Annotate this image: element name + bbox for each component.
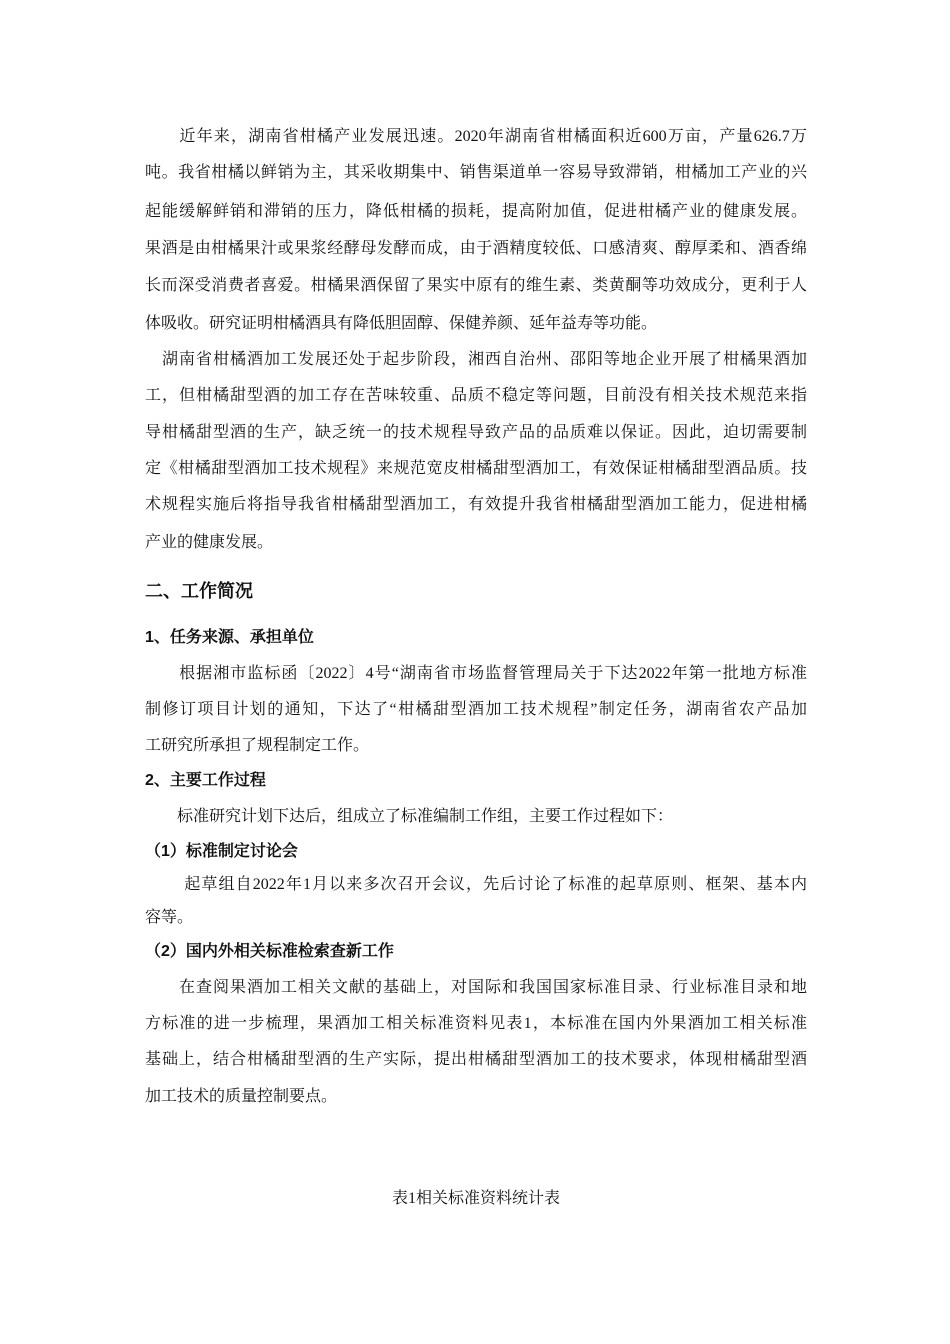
paragraph-line: 工，但柑橘甜型酒的加工存在苦味较重、品质不稳定等问题，目前没有相关技术规范来指 <box>145 387 807 404</box>
paragraph-line: 体吸收。研究证明柑橘酒具有降低胆固醇、保健养颜、延年益寿等功能。 <box>145 315 658 332</box>
paragraph-line: 近年来，湖南省柑橘产业发展迅速。2020年湖南省柑橘面积近600万亩，产量626.7万 <box>145 128 807 145</box>
table-caption: 表1相关标准资料统计表 <box>391 1190 560 1207</box>
paragraph-line: 根据湘市监标函〔2022〕4号“湖南省市场监督管理局关于下达2022年第一批地方标准 <box>145 665 807 682</box>
paragraph-line: 产业的健康发展。 <box>145 534 274 551</box>
paragraph-line: 定《柑橘甜型酒加工技术规程》来规范宽皮柑橘甜型酒加工，有效保证柑橘甜型酒品质。技 <box>145 460 807 477</box>
paragraph-line: 术规程实施后将指导我省柑橘甜型酒加工，有效提升我省柑橘甜型酒加工能力，促进柑橘 <box>145 496 807 513</box>
paragraph-line: 制修订项目计划的通知，下达了“柑橘甜型酒加工技术规程”制定任务，湖南省农产品加 <box>145 701 807 718</box>
paragraph-line: 长而深受消费者喜爱。柑橘果酒保留了果实中原有的维生素、类黄酮等功效成分，更利于人 <box>145 277 807 294</box>
paragraph-line: 标准研究计划下达后，组成立了标准编制工作组，主要工作过程如下： <box>145 808 674 825</box>
paragraph-line: 吨。我省柑橘以鲜销为主，其采收期集中、销售渠道单一容易导致滞销，柑橘加工产业的兴 <box>145 164 807 181</box>
section-heading: 二、工作简况 <box>145 581 253 601</box>
paragraph-line: 容等。 <box>145 909 194 926</box>
paragraph-line: 基础上，结合柑橘甜型酒的生产实际，提出柑橘甜型酒加工的技术要求，体现柑橘甜型酒 <box>145 1051 807 1068</box>
item-heading: （1）标准制定讨论会 <box>145 843 298 860</box>
paragraph-line: 果酒是由柑橘果汁或果浆经酵母发酵而成，由于酒精度较低、口感清爽、醇厚柔和、酒香绵 <box>145 240 807 257</box>
subsection-heading: 1、任务来源、承担单位 <box>145 629 314 646</box>
paragraph-line: 起草组自2022年1月以来多次召开会议，先后讨论了标准的起草原则、框架、基本内 <box>145 876 807 893</box>
subsection-heading: 2、主要工作过程 <box>145 772 266 789</box>
paragraph-line: 起能缓解鲜销和滞销的压力，降低柑橘的损耗，提高附加值，促进柑橘产业的健康发展。 <box>145 203 807 220</box>
paragraph-line: 方标准的进一步梳理，果酒加工相关标准资料见表1，本标准在国内外果酒加工相关标准 <box>145 1015 807 1032</box>
paragraph-line: 工研究所承担了规程制定工作。 <box>145 737 370 754</box>
item-heading: （2）国内外相关标准检索查新工作 <box>145 943 394 960</box>
paragraph-line: 湖南省柑橘酒加工发展还处于起步阶段，湘西自治州、邵阳等地企业开展了柑橘果酒加 <box>145 351 807 368</box>
paragraph-line: 加工技术的质量控制要点。 <box>145 1088 338 1105</box>
paragraph-line: 导柑橘甜型酒的生产，缺乏统一的技术规程导致产品的品质难以保证。因此，迫切需要制 <box>145 424 807 441</box>
paragraph-line: 在查阅果酒加工相关文献的基础上，对国际和我国国家标准目录、行业标准目录和地 <box>145 979 807 996</box>
